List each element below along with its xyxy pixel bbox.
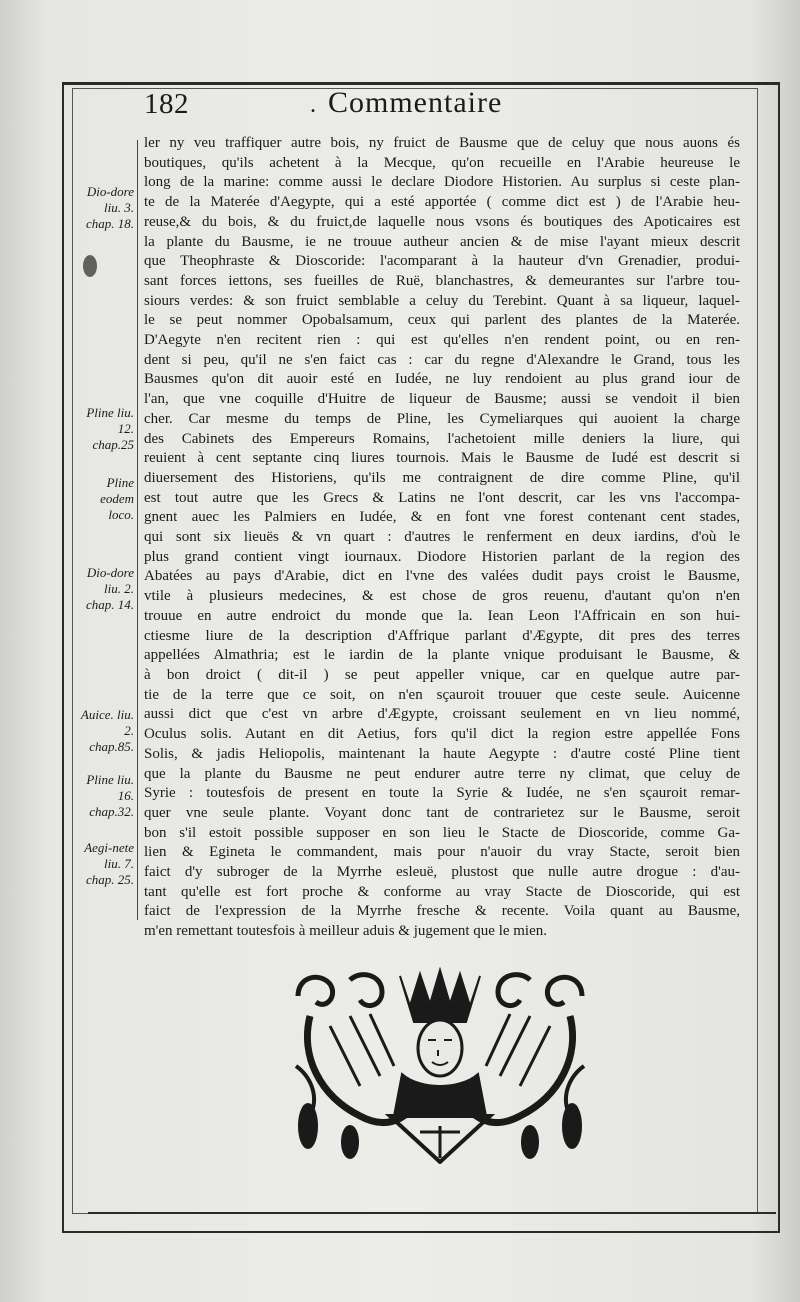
text-line: diuersement des Historiens, qu'ils me contraignent de dire comme Pline, qu'il: [144, 469, 740, 486]
text-line: m'en remettant toutesfois à meilleur aduis & jugement que le mien.: [144, 923, 548, 940]
text-line: long de la marine: comme aussi le declare Diodore Historien. Au surplus si ceste plan-: [144, 174, 740, 191]
text-line: boutiques, qu'ils achetent à la Mecque, qu'on recueille en l'Arabie heureuse le: [144, 154, 740, 171]
text-line: Solis, & jadis Heliopolis, maintenant la haute Aegypte : d'autre costé Pline tient: [144, 745, 740, 762]
text-line: plus grand contient vingt iournaux. Diodore Historien parlant de la region des: [144, 548, 740, 565]
text-line: des Cabinets des Empereurs Romains, l'achetoient mille deniers la liure, qui: [144, 430, 740, 447]
text-line: Syrie : toutesfois de present en toute la Syrie & Iudée, ne s'en sçauroit remar-: [144, 785, 740, 802]
text-line: Bausmes qu'on dit auoir esté en Iudée, ne luy rendoient au plus grand iour de: [144, 371, 740, 388]
text-line: reuse,& du bois, & du fruict,de laquelle nous vsons és boutiques des Apoticaires est: [144, 213, 740, 230]
text-line: la plante du Bausme, ie ne trouue autheur ancien & de mise l'ayant mieux descrit: [144, 233, 740, 250]
text-line: est tout autre que les Grecs & Latins ne l'ont descrit, car les vns l'accompa-: [144, 489, 740, 506]
text-line: Abatées au pays d'Arabie, dict en l'vne des valées dudit pays croist le Bausme,: [144, 568, 740, 585]
text-line: dent si peu, qu'il ne s'en faict cas : car du regne d'Alexandre le Grand, tous les: [144, 351, 740, 368]
margin-note: Pline liu. 12. chap.25: [86, 405, 134, 452]
margin-note: Dio-dore liu. 2. chap. 14.: [85, 565, 134, 612]
text-line: aussi dict que c'est vn arbre d'Ægypte, croissant seulement en vn lieu nommé,: [144, 706, 740, 723]
text-line: trouue en autre endroict du monde que la. Iean Leon l'Affricain en son hui-: [144, 607, 740, 624]
text-line: le se peut nommer Opobalsamum, ceux qui parlent des plantes de la Materée.: [144, 312, 740, 329]
margin-column-rule: [137, 140, 138, 920]
margin-note: Aegi-nete liu. 7. chap. 25.: [84, 840, 134, 887]
text-line: à bon droict ( dit-il ) se peut appeller vnique, car en quelque autre par-: [144, 666, 740, 683]
text-line: cher. Car mesme du temps de Pline, les Cymeliarques qui auoient la charge: [144, 410, 740, 427]
text-line: tant qu'elle est fort proche & conforme au vray Stacte de Dioscoride, qui est: [144, 883, 740, 900]
text-line: vtile à plusieurs medecines, & est chose de gros reuenu, d'autant qu'on n'en: [144, 588, 740, 605]
text-line: appellées Almathria; est le iardin de la plante vnique produisant le Bausme, &: [144, 647, 740, 664]
text-line: gnent auec les Palmiers en Iudée, & en font vne forest contenant cent stades,: [144, 509, 740, 526]
running-title: Commentaire: [328, 86, 503, 119]
text-line: bon s'il estoit possible supposer en son lieu le Stacte de Dioscoride, comme Ga-: [144, 824, 740, 841]
text-line: tie de la terre que ce soit, on n'en sçauroit trouuer que ceste seule. Auicenne: [144, 686, 740, 703]
text-line: que la plante du Bausme ne peut endurer autre terre ny climat, que celuy de: [144, 765, 740, 782]
header-separator: .: [310, 92, 316, 118]
margin-note: Auice. liu. 2. chap.85.: [80, 707, 134, 754]
text-line: que Theophraste & Dioscoride: l'acomparant à la hauteur d'vn Grenadier, produi-: [144, 253, 740, 270]
woodcut-headpiece-icon: [290, 966, 590, 1164]
text-line: l'an, que vne coquille d'Huitre de liqueur de Bausme; aussi se vendoit il bien: [144, 391, 740, 408]
margin-note: Pline eodem loco.: [100, 475, 134, 522]
page-number: 182: [144, 88, 189, 120]
text-line: faict d'y subroger de la Myrrhe esleuë, plustost que nulle autre drogue : d'au-: [144, 864, 740, 881]
text-line: reuient à cent septante cinq liures tournois. Mais le Bausme de Iudé est descrit si: [144, 450, 740, 467]
text-line: siours verdes: & son fruict semblable a celuy du Terebint. Quant à sa liqueur, laquel-: [144, 292, 740, 309]
text-line: ler ny veu traffiquer autre bois, ny fruict de Bausme que de celuy que nous auons és: [144, 135, 740, 151]
text-line: quer vne seule plante. Voyant donc tant de contrarietez sur le Bausme, seroit: [144, 804, 740, 821]
text-line: D'Aegyte n'en recitent rien : qui est qu'elles n'en rendent point, ou en ren-: [144, 332, 740, 349]
page-header: [80, 88, 740, 134]
text-line: lien & Egineta le commandent, mais pour n'auoir du vray Stacte, seroit bien: [144, 844, 740, 861]
commentary-body: [144, 134, 740, 942]
text-line: qui sont six lieuës & vn quart : d'autres le renferment en deux iardins, d'où le: [144, 529, 740, 546]
ink-blot: [83, 255, 97, 277]
text-line: ctiesme liure de la description d'Affrique parlant d'Ægypte, dit pres des terres: [144, 627, 740, 644]
text-line: te de la Materée d'Aegypte, qui a esté apportée ( comme dict est ) de l'Arabie heu-: [144, 194, 740, 211]
text-line: Oculus solis. Autant en dit Aetius, fors qu'il dict la region estre appellée Fons: [144, 726, 740, 743]
margin-note: Dio-dore liu. 3. chap. 18.: [85, 184, 134, 231]
margin-note: Pline liu. 16. chap.32.: [86, 772, 134, 819]
text-line: faict de l'expression de la Myrrhe fresche & recente. Voila quant au Bausme,: [144, 903, 740, 920]
bottom-rule: [88, 1212, 776, 1214]
text-line: sant forces iettons, ses fueilles de Ruë, blanchastres, & demeurantes sur l'arbre tou-: [144, 272, 740, 289]
